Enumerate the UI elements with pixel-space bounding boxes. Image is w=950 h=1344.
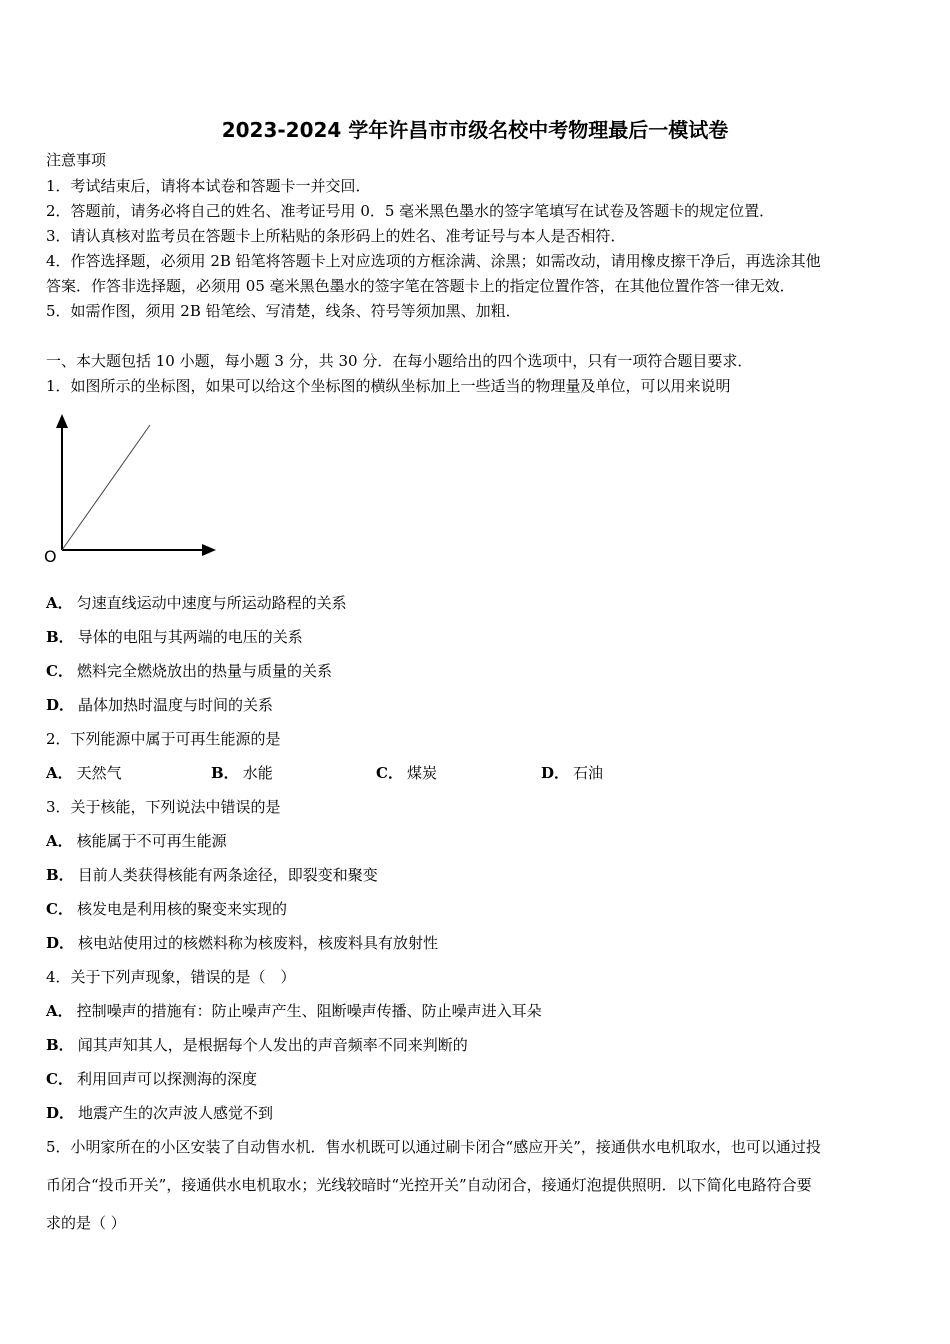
q1-stem: 1．如图所示的坐标图，如果可以给这个坐标图的横纵坐标加上一些适当的物理量及单位，可以用来说明 [46,377,731,395]
q1-option-b: B． 导体的电阻与其两端的电压的关系 [46,628,303,646]
q1-coordinate-graph [40,410,225,570]
q1-option-c: C． 燃料完全燃烧放出的热量与质量的关系 [46,662,332,680]
q4-option-a: A． 控制噪声的措施有：防止噪声产生、阻断噪声传播、防止噪声进入耳朵 [46,1002,542,1020]
q3-option-b: B． 目前人类获得核能有两条途径，即裂变和聚变 [46,866,378,884]
q2-option-a: A． 天然气 [46,764,122,782]
notice-item-2: 2．答题前，请务必将自己的姓名、准考证号用 0．5 毫米黑色墨水的签字笔填写在试卷及答题卡的规定位置． [46,202,775,220]
notice-heading: 注意事项 [46,151,107,169]
notice-item-5: 5．如需作图，须用 2B 铅笔绘、写清楚，线条、符号等须加黑、加粗． [46,302,521,320]
q1-option-a: A． 匀速直线运动中速度与所运动路程的关系 [46,594,347,612]
q5-stem-line-2: 币闭合“投币开关”，接通供水电机取水；光线较暗时“光控开关”自动闭合，接通灯泡提供照明．以下简化电路符合要 [46,1176,812,1194]
q3-option-c: C． 核发电是利用核的聚变来实现的 [46,900,287,918]
y-axis-arrow [56,414,68,428]
q4-option-d: D． 地震产生的次声波人感觉不到 [46,1104,274,1122]
q4-option-b: B． 闻其声知其人，是根据每个人发出的声音频率不同来判断的 [46,1036,468,1054]
notice-item-1: 1．考试结束后，请将本试卷和答题卡一并交回． [46,177,371,195]
q2-option-c: C． 煤炭 [376,764,437,782]
q2-option-d: D． 石油 [541,764,604,782]
page-title: 2023-2024 学年许昌市市级名校中考物理最后一模试卷 [221,118,729,142]
q2-stem: 2．下列能源中属于可再生能源的是 [46,730,281,748]
notice-item-4-cont: 答案．作答非选择题，必须用 05 毫米黑色墨水的签字笔在答题卡上的指定位置作答，在其他位置作答一律无效． [46,277,795,295]
q5-stem-line-3: 求的是（ ） [46,1214,126,1232]
origin-label: O [44,547,57,566]
q2-option-b: B． 水能 [211,764,273,782]
x-axis-arrow [202,544,216,556]
q5-stem-line-1: 5．小明家所在的小区安装了自动售水机．售水机既可以通过刷卡闭合“感应开关”，接通供水电机取水，也可以通过投 [46,1138,821,1156]
section-1-heading: 一、本大题包括 10 小题，每小题 3 分，共 30 分．在每小题给出的四个选项中，只有一项符合题目要求． [46,352,753,370]
q1-option-d: D． 晶体加热时温度与时间的关系 [46,696,274,714]
q4-stem: 4．关于下列声现象，错误的是（ ） [46,968,296,986]
proportional-line [62,425,150,550]
notice-item-3: 3．请认真核对监考员在答题卡上所粘贴的条形码上的姓名、准考证号与本人是否相符． [46,227,626,245]
notice-item-4: 4．作答选择题，必须用 2B 铅笔将答题卡上对应选项的方框涂满、涂黑；如需改动，请用橡皮擦干净后，再选涂其他 [46,252,821,270]
q3-option-d: D． 核电站使用过的核燃料称为核废料，核废料具有放射性 [46,934,439,952]
q4-option-c: C． 利用回声可以探测海的深度 [46,1070,257,1088]
q3-stem: 3．关于核能，下列说法中错误的是 [46,798,281,816]
q3-option-a: A． 核能属于不可再生能源 [46,832,227,850]
